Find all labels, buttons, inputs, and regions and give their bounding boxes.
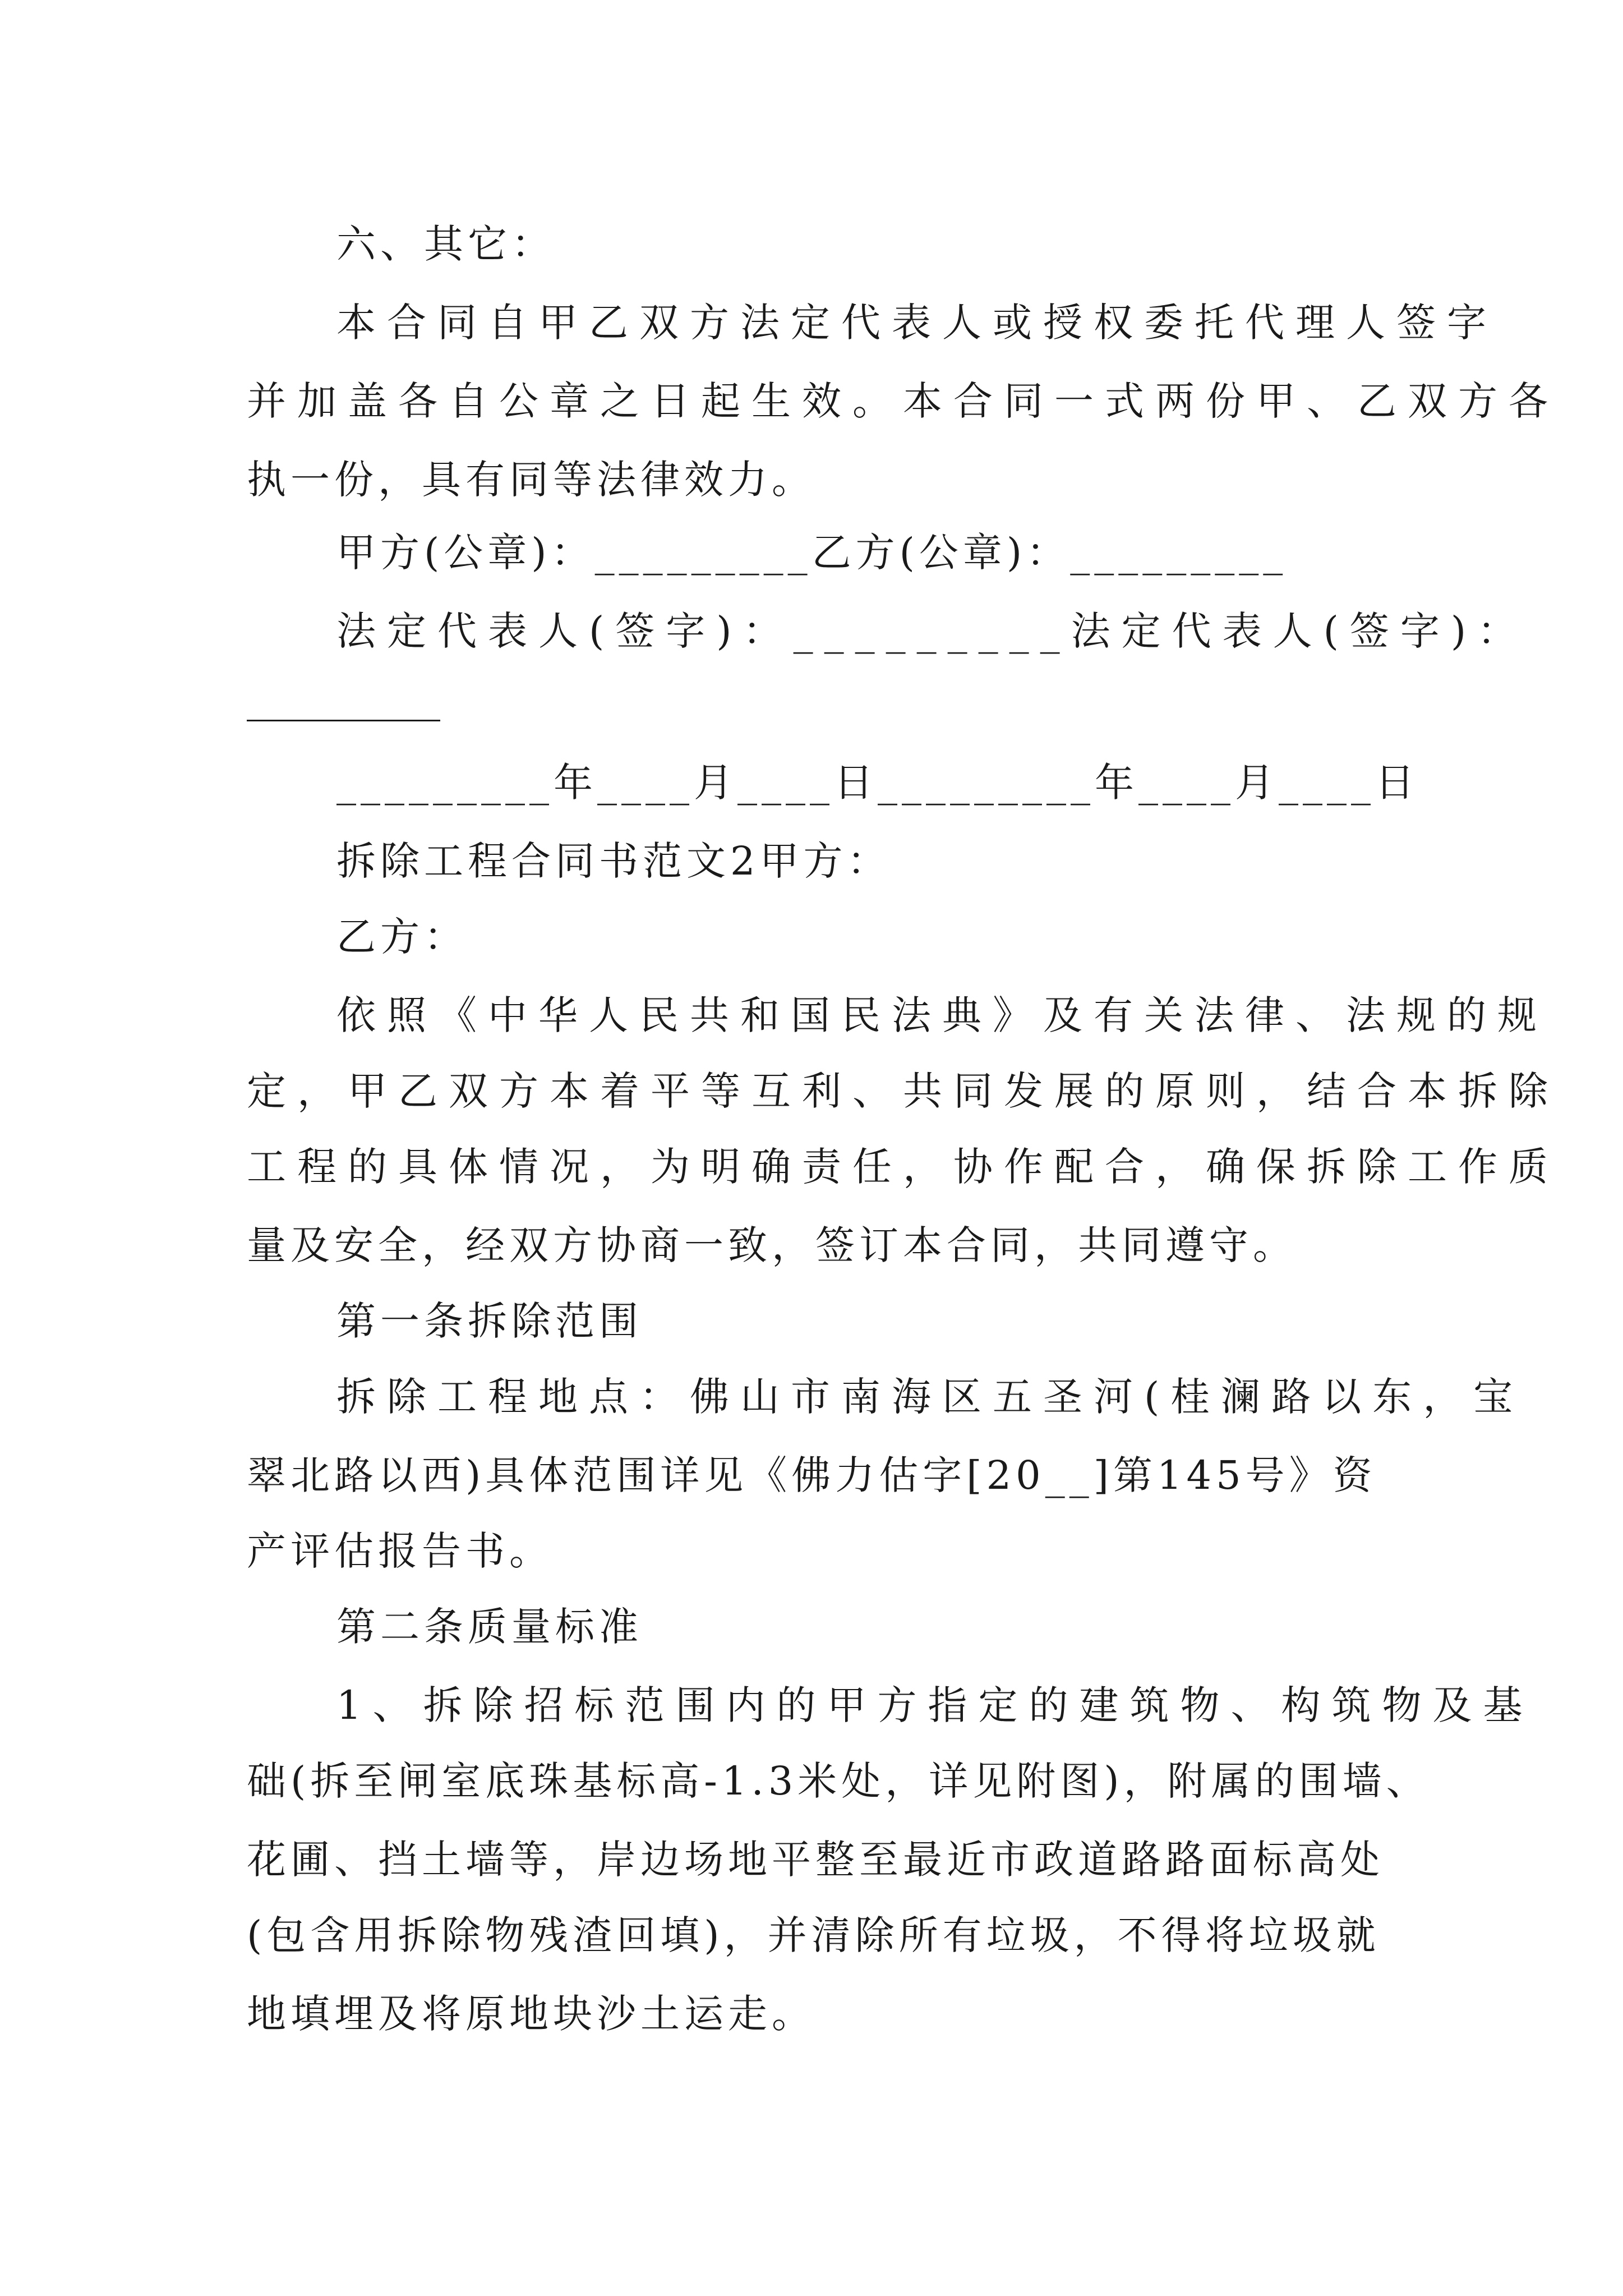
- paragraph-line: 并加盖各自公章之日起生效。本合同一式两份甲、乙双方各: [247, 378, 1559, 424]
- date-line: _________年____月____日_________年____月____日: [336, 760, 1419, 806]
- paragraph-line: 本合同自甲乙双方法定代表人或授权委托代理人签字: [336, 300, 1497, 346]
- paragraph-line: 定，甲乙双方本着平等互利、共同发展的原则，结合本拆除: [247, 1068, 1559, 1114]
- paragraph-line: 翠北路以西)具体范围详见《佛力估字[20__]第145号》资: [247, 1452, 1377, 1498]
- paragraph-line: 依照《中华人民共和国民法典》及有关法律、法规的规: [336, 992, 1548, 1038]
- section-heading-other: 六、其它：: [336, 221, 555, 267]
- paragraph-line: 拆除工程地点：佛山市南海区五圣河(桂澜路以东，宝: [336, 1374, 1524, 1420]
- contract-title: 拆除工程合同书范文2甲方：: [336, 838, 891, 884]
- signature-blank: [247, 720, 440, 721]
- paragraph-line: 执一份，具有同等法律效力。: [247, 457, 815, 503]
- section-heading-article-2: 第二条质量标准: [336, 1604, 643, 1650]
- party-b-line: 乙方：: [336, 914, 468, 960]
- paragraph-line: 工程的具体情况，为明确责任，协作配合，确保拆除工作质: [247, 1144, 1559, 1190]
- paragraph-line: (包含用拆除物残渣回填)，并清除所有垃圾，不得将垃圾就: [247, 1912, 1380, 1958]
- signature-line-seals: 甲方(公章)：_________乙方(公章)：_________: [336, 530, 1288, 576]
- paragraph-line: 量及安全，经双方协商一致，签订本合同，共同遵守。: [247, 1222, 1297, 1268]
- section-heading-article-1: 第一条拆除范围: [336, 1298, 643, 1344]
- paragraph-line: 地填埋及将原地块沙土运走。: [247, 1991, 815, 2037]
- paragraph-line: 产评估报告书。: [247, 1528, 553, 1574]
- paragraph-line: 1、拆除招标范围内的甲方指定的建筑物、构筑物及基: [336, 1682, 1534, 1728]
- paragraph-line: 础(拆至闸室底珠基标高-1.3米处，详见附图)，附属的围墙、: [247, 1758, 1430, 1804]
- paragraph-line: 花圃、挡土墙等，岸边场地平整至最近市政道路路面标高处: [247, 1837, 1384, 1883]
- signature-line-representatives: 法定代表人(签字)：_________法定代表人(签字)：: [336, 608, 1528, 654]
